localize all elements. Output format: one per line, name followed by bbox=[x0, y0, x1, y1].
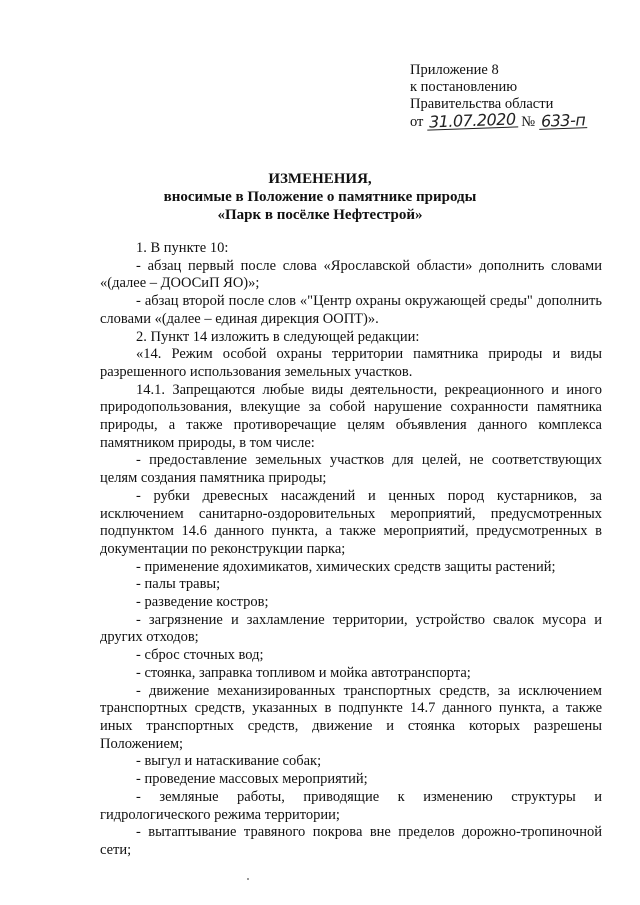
paragraph: - загрязнение и захламление территории, устройство свалок мусора и других отходов; bbox=[100, 611, 602, 646]
title-line: вносимые в Положение о памятнике природы bbox=[163, 189, 477, 205]
appendix-line: к постановлению bbox=[410, 79, 518, 95]
handwritten-date: 31.07.2020 bbox=[428, 109, 516, 132]
paragraph: - разведение костров; bbox=[136, 594, 269, 611]
title-line: «Парк в посёлке Нефтестрой» bbox=[217, 207, 423, 223]
paragraph: - абзац второй после слов «"Центр охраны окружающей среды" дополнить словами «(далее – единая дирекция ООПТ)». bbox=[100, 293, 602, 327]
paragraph: 1. В пункте 10: bbox=[136, 240, 229, 256]
paragraph: - предоставление земельных участков для целей, не соответствующих целям создания памятника природы; bbox=[100, 452, 602, 487]
document-body bbox=[100, 240, 602, 860]
paragraph: - проведение массовых мероприятий; bbox=[136, 771, 368, 788]
handwritten-number: 633-п bbox=[540, 110, 586, 131]
paragraph: - сброс сточных вод; bbox=[136, 647, 264, 664]
appendix-line: Приложение 8 bbox=[410, 62, 499, 78]
paragraph: - абзац первый после слова «Ярославской области» дополнить словами «(далее – ДООСиП ЯО)»; bbox=[100, 257, 602, 292]
paragraph: - движение механизированных транспортных средств, за исключением транспортных средств, указанных в подпункте 14.7 данного пункта, а также иных транспортных средств, движение и стоянка которых разрешены Положением; bbox=[100, 682, 602, 752]
title-line: ИЗМЕНЕНИЯ, bbox=[268, 171, 372, 187]
number-sign: № bbox=[521, 114, 536, 130]
paragraph: - выгул и натаскивание собак; bbox=[136, 753, 322, 770]
appendix-block bbox=[410, 62, 620, 131]
paragraph: - применение ядохимикатов, химических средств защиты растений; bbox=[136, 558, 556, 575]
paragraph: 14.1. Запрещаются любые виды деятельности, рекреационного и иного природопользования, влекущие за собой нарушение сохранности памятника природы, а также противоречащие целям объявления данного комплекса памятником природы, в том числе: bbox=[100, 381, 602, 451]
paragraph: - палы травы; bbox=[136, 576, 221, 593]
appendix-line: Правительства области bbox=[410, 96, 554, 112]
paragraph: - рубки древесных насаждений и ценных пород кустарников, за исключением санитарно-оздоровительных мероприятий, предусмотренных подпунктом 14.6 данного пункта, а также мероприятий, предусмотренных в документации по реконструкции парка; bbox=[100, 487, 602, 557]
paragraph: «14. Режим особой охраны территории памятника природы и виды разрешенного использования земельных участков. bbox=[100, 346, 602, 380]
document-title bbox=[100, 170, 540, 224]
appendix-date-line bbox=[410, 109, 620, 132]
scan-speck bbox=[247, 878, 249, 880]
from-label: от bbox=[410, 114, 424, 130]
paragraph: - вытаптывание травяного покрова вне пределов дорожно-тропиночной сети; bbox=[100, 824, 602, 858]
paragraph: - земляные работы, приводящие к изменению структуры и гидрологического режима территории; bbox=[100, 788, 602, 823]
paragraph: - стоянка, заправка топливом и мойка автотранспорта; bbox=[136, 664, 471, 681]
paragraph: 2. Пункт 14 изложить в следующей редакции: bbox=[136, 328, 420, 345]
